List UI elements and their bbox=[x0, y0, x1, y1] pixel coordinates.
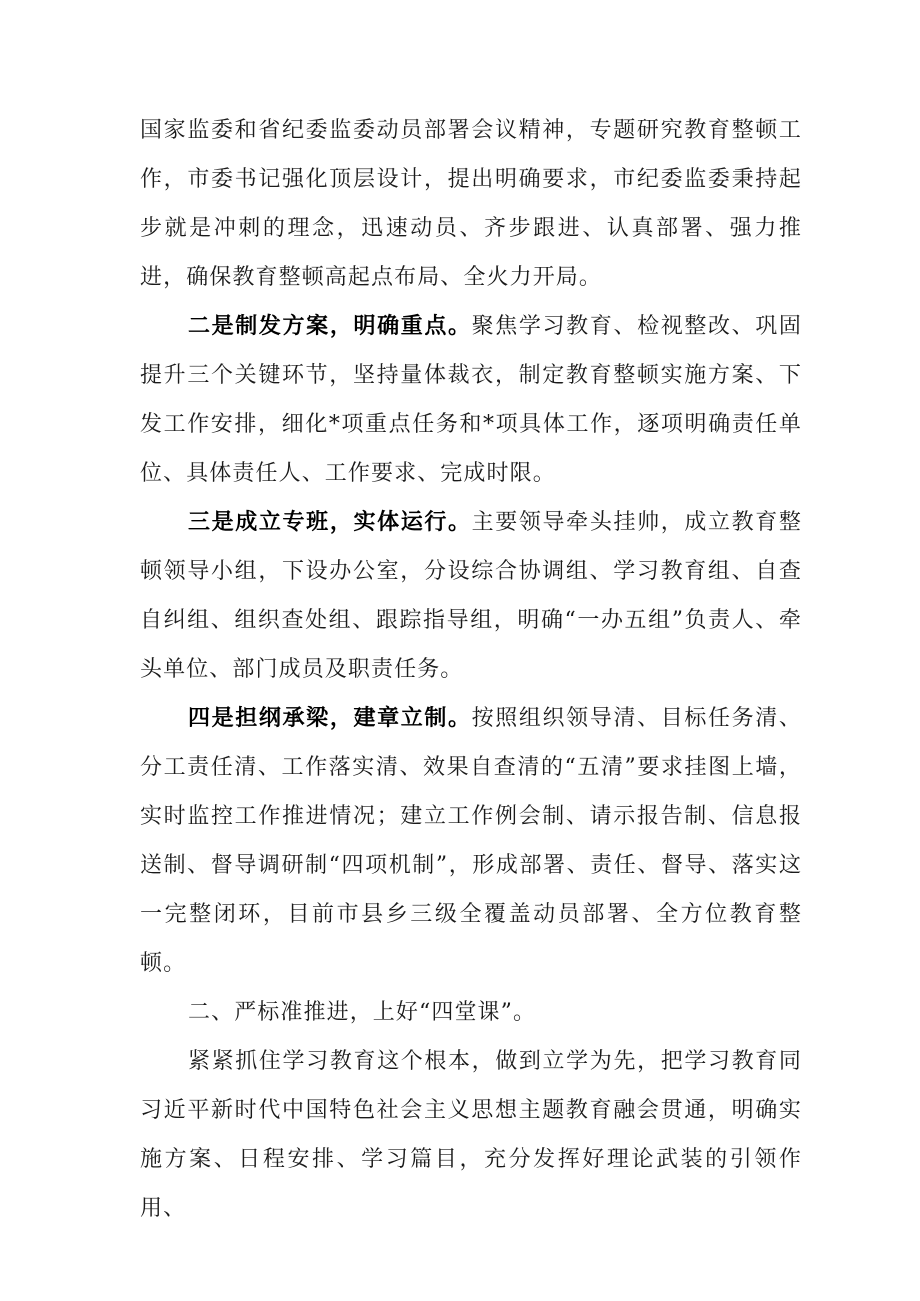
paragraph-point-two bbox=[140, 302, 802, 498]
section-heading bbox=[140, 988, 802, 1037]
paragraph-text: 按照组织领导清、目标任务清、分工责任清、工作落实清、效果自查清的“五清”要求挂图上墙，实时监控工作推进情况；建立工作例会制、请示报告制、信息报送制、督导调研制“四项机制”，形成部署、责任、督导、落实这一完整闭环，目前市县乡三级全覆盖动员部署、全方位教育整顿。 bbox=[140, 706, 803, 976]
paragraph-point-three bbox=[140, 498, 802, 694]
paragraph-lead: 二是制发方案，明确重点。 bbox=[188, 313, 472, 339]
paragraph-text: 国家监委和省纪委监委动员部署会议精神，专题研究教育整顿工作，市委书记强化顶层设计，提出明确要求，市纪委监委秉持起步就是冲刺的理念，迅速动员、齐步跟进、认真部署、强力推进，确保教育整顿高起点布局、全火力开局。 bbox=[140, 118, 802, 290]
paragraph-lead: 四是担纲承梁，建章立制。 bbox=[188, 705, 472, 731]
document-body bbox=[140, 106, 802, 1233]
paragraph-section-intro bbox=[140, 1037, 802, 1233]
paragraph-continuation bbox=[140, 106, 802, 302]
paragraph-text: 聚焦学习教育、检视整改、巩固提升三个关键环节，坚持量体裁衣，制定教育整顿实施方案、下发工作安排，细化*项重点任务和*项具体工作，逐项明确责任单位、具体责任人、工作要求、完成时限。 bbox=[140, 314, 803, 486]
paragraph-lead: 三是成立专班，实体运行。 bbox=[188, 509, 472, 535]
paragraph-text: 主要领导牵头挂帅，成立教育整顿领导小组，下设办公室，分设综合协调组、学习教育组、自查自纠组、组织查处组、跟踪指导组，明确“一办五组”负责人、牵头单位、部门成员及职责任务。 bbox=[140, 510, 803, 682]
paragraph-text: 二、严标准推进，上好“四堂课”。 bbox=[188, 1000, 537, 1025]
paragraph-point-four bbox=[140, 694, 802, 988]
paragraph-text: 紧紧抓住学习教育这个根本，做到立学为先，把学习教育同习近平新时代中国特色社会主义思想主题教育融会贯通，明确实施方案、日程安排、学习篇目，充分发挥好理论武装的引领作用、 bbox=[140, 1049, 802, 1221]
